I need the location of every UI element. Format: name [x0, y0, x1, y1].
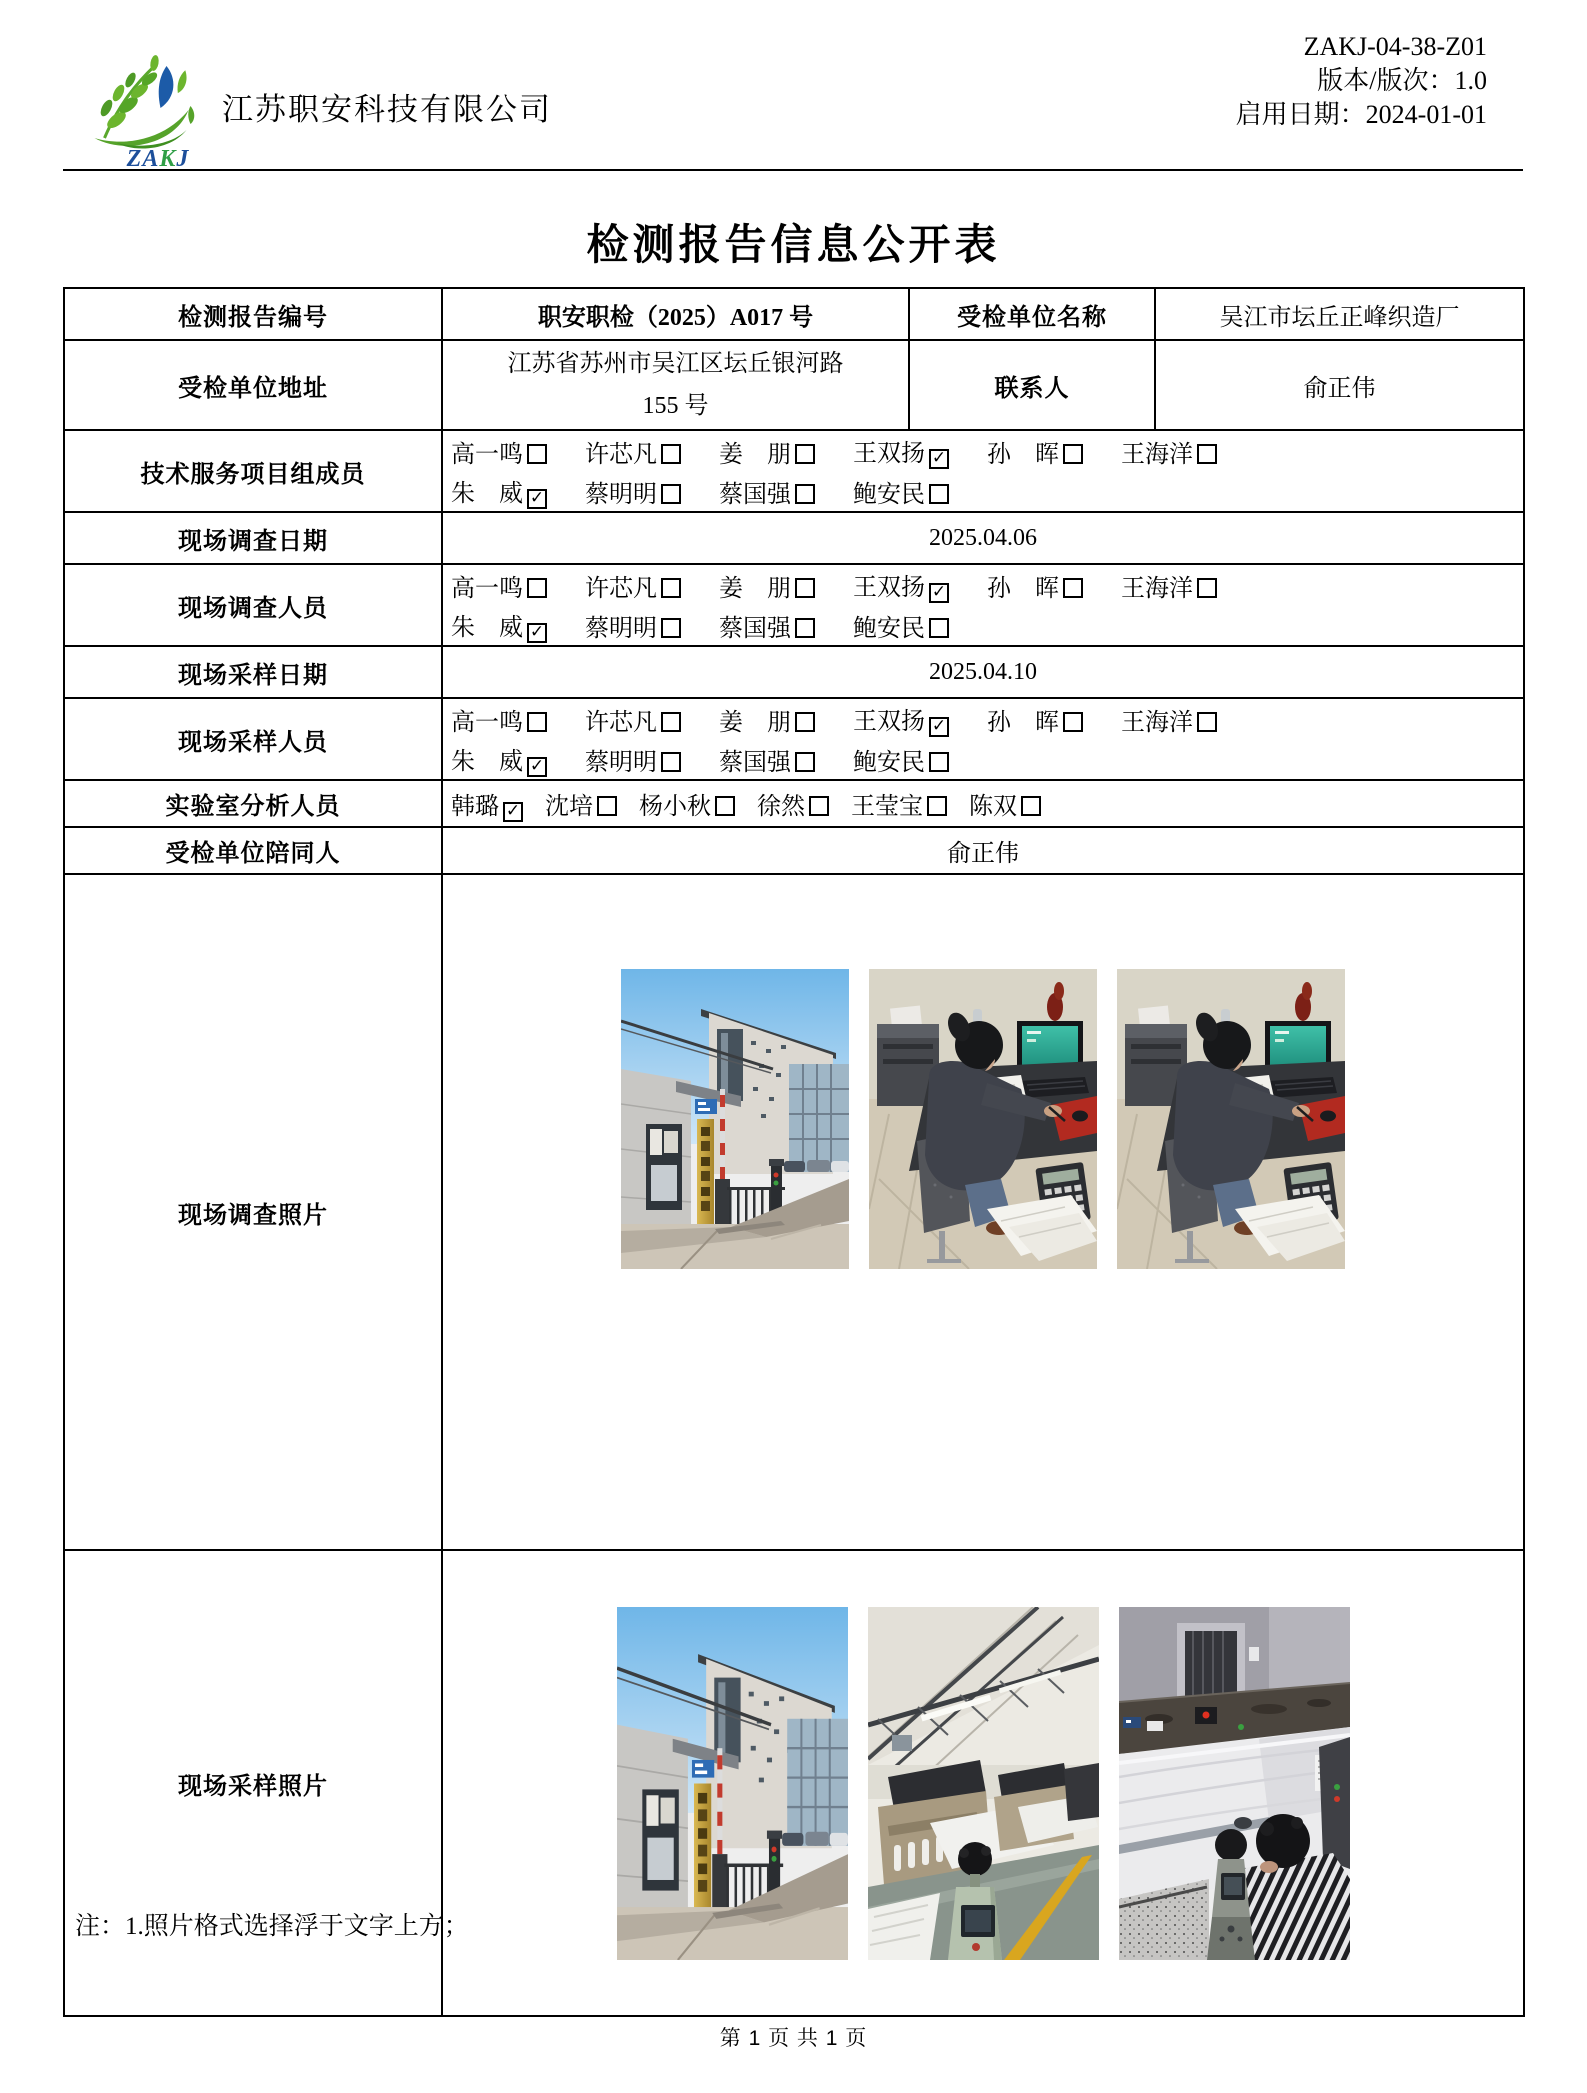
- label-sampling-staff: 现场采样人员: [64, 698, 442, 780]
- member-name: 王莹宝: [851, 794, 923, 820]
- table-row: [64, 646, 1524, 698]
- checkbox-unchecked-icon: [929, 752, 949, 772]
- label-survey-date: 现场调查日期: [64, 512, 442, 564]
- member-option: [1121, 434, 1217, 469]
- unit-address-value: [442, 340, 909, 430]
- checkbox-unchecked-icon: [795, 618, 815, 638]
- member-option: [719, 474, 815, 509]
- member-option: [853, 742, 949, 777]
- checkbox-unchecked-icon: [1021, 796, 1041, 816]
- member-name: 高一鸣: [451, 441, 523, 468]
- factory-gate-photo: [621, 969, 849, 1269]
- checkbox-unchecked-icon: [661, 712, 681, 732]
- checkbox-checked-icon: ✓: [929, 717, 949, 737]
- checkbox-unchecked-icon: [715, 796, 735, 816]
- label-team: 技术服务项目组成员: [64, 430, 442, 512]
- member-option: [853, 433, 949, 469]
- label-report-no: 检测报告编号: [64, 288, 442, 340]
- member-name: 姜 朋: [719, 709, 791, 736]
- member-name: 孙 晖: [987, 709, 1059, 736]
- member-option: [851, 786, 947, 821]
- sampling-date-value: 2025.04.10: [442, 646, 1524, 698]
- contact-value: 俞正伟: [1155, 340, 1524, 430]
- member-name: 高一鸣: [451, 709, 523, 736]
- label-survey-photos: 现场调查照片: [64, 874, 442, 1550]
- member-name: 王双扬: [853, 709, 925, 735]
- member-name: 王海洋: [1121, 709, 1193, 736]
- table-row: [64, 512, 1524, 564]
- member-option: [1121, 568, 1217, 603]
- member-name: 鲍安民: [853, 615, 925, 642]
- member-option: [853, 701, 949, 737]
- member-option: [853, 608, 949, 643]
- member-option: [639, 786, 735, 821]
- checkbox-unchecked-icon: [661, 618, 681, 638]
- checkbox-unchecked-icon: [1197, 444, 1217, 464]
- checkbox-unchecked-icon: [795, 712, 815, 732]
- report-no-value: 职安职检（2025）A017 号: [442, 288, 909, 340]
- member-name: 高一鸣: [451, 575, 523, 602]
- member-name: 蔡国强: [719, 749, 791, 776]
- member-option: [451, 568, 547, 603]
- table-row: [64, 340, 1524, 430]
- label-contact: 联系人: [909, 340, 1155, 430]
- page-number: 第 1 页 共 1 页: [719, 2027, 868, 2050]
- checkbox-unchecked-icon: [1063, 578, 1083, 598]
- member-option: [719, 702, 815, 737]
- checkbox-checked-icon: ✓: [527, 489, 547, 509]
- checkbox-unchecked-icon: [1197, 578, 1217, 598]
- member-option: [585, 474, 681, 509]
- label-unit-address: 受检单位地址: [64, 340, 442, 430]
- member-option: [545, 786, 617, 821]
- member-option: [585, 608, 681, 643]
- member-name: 鲍安民: [853, 749, 925, 776]
- header-divider: [63, 169, 1523, 171]
- checkbox-unchecked-icon: [527, 712, 547, 732]
- member-name: 许芯凡: [585, 441, 657, 468]
- leaf-logo-icon: [85, 50, 203, 150]
- member-name: 陈双: [969, 794, 1017, 820]
- checkbox-unchecked-icon: [795, 444, 815, 464]
- member-name: 朱 威: [451, 749, 523, 775]
- member-option: [451, 702, 547, 737]
- checkbox-unchecked-icon: [1063, 712, 1083, 732]
- noise-measurement-photo: [1119, 1607, 1350, 1960]
- document-start-date: 启用日期：2024-01-01: [1235, 100, 1487, 129]
- member-option: [1121, 702, 1217, 737]
- checkbox-unchecked-icon: [1197, 712, 1217, 732]
- member-name: 王海洋: [1121, 441, 1193, 468]
- checkbox-unchecked-icon: [795, 752, 815, 772]
- document-meta: [1236, 30, 1487, 132]
- member-name: 杨小秋: [639, 794, 711, 820]
- member-option: [451, 434, 547, 469]
- logo-acronym: ZAKJ: [126, 146, 190, 172]
- table-row: [64, 780, 1524, 827]
- member-option: [451, 473, 547, 509]
- member-option: [987, 568, 1083, 603]
- table-row: [64, 564, 1524, 646]
- label-unit-name: 受检单位名称: [909, 288, 1155, 340]
- member-name: 蔡国强: [719, 481, 791, 508]
- unit-name-value: 吴江市坛丘正峰织造厂: [1155, 288, 1524, 340]
- member-name: 蔡明明: [585, 749, 657, 776]
- label-sampling-photos: 现场采样照片: [64, 1550, 442, 2016]
- member-option: [987, 434, 1083, 469]
- member-name: 王双扬: [853, 575, 925, 601]
- checkbox-unchecked-icon: [927, 796, 947, 816]
- table-row: [64, 288, 1524, 340]
- company-name: 江苏职安科技有限公司: [222, 92, 552, 127]
- member-option: [585, 434, 681, 469]
- checkbox-checked-icon: ✓: [527, 757, 547, 777]
- checkbox-unchecked-icon: [527, 578, 547, 598]
- checkbox-checked-icon: ✓: [929, 449, 949, 469]
- office-desk-photo: [1117, 969, 1345, 1269]
- member-option: [585, 702, 681, 737]
- footnote: 注：1.照片格式选择浮于文字上方；: [75, 1913, 469, 1940]
- address-line-2: 155 号: [642, 393, 709, 419]
- weaving-workshop-photo: [868, 1607, 1099, 1960]
- member-option: [987, 702, 1083, 737]
- checkbox-unchecked-icon: [661, 444, 681, 464]
- info-table: [63, 287, 1525, 2017]
- member-name: 朱 威: [451, 615, 523, 641]
- checkbox-unchecked-icon: [661, 578, 681, 598]
- member-option: [451, 741, 547, 777]
- member-name: 蔡明明: [585, 615, 657, 642]
- checkbox-unchecked-icon: [527, 444, 547, 464]
- member-option: [853, 567, 949, 603]
- checkbox-checked-icon: ✓: [503, 802, 523, 822]
- checkbox-unchecked-icon: [929, 484, 949, 504]
- member-option: [719, 742, 815, 777]
- checkbox-unchecked-icon: [661, 752, 681, 772]
- team-members-cell: [442, 430, 1524, 512]
- member-name: 孙 晖: [987, 575, 1059, 602]
- checkbox-unchecked-icon: [597, 796, 617, 816]
- label-survey-staff: 现场调查人员: [64, 564, 442, 646]
- member-name: 王海洋: [1121, 575, 1193, 602]
- survey-photos-cell: [442, 874, 1524, 1550]
- office-desk-photo: [869, 969, 1097, 1269]
- member-name: 朱 威: [451, 481, 523, 507]
- member-name: 姜 朋: [719, 441, 791, 468]
- checkbox-unchecked-icon: [795, 578, 815, 598]
- document-code: ZAKJ-04-38-Z01: [1303, 32, 1487, 61]
- member-name: 王双扬: [853, 441, 925, 467]
- checkbox-unchecked-icon: [795, 484, 815, 504]
- label-escort: 受检单位陪同人: [64, 827, 442, 874]
- table-row: [64, 1550, 1524, 2016]
- member-option: [719, 568, 815, 603]
- checkbox-checked-icon: ✓: [929, 583, 949, 603]
- member-name: 鲍安民: [853, 481, 925, 508]
- company-logo-icon: [85, 50, 203, 150]
- member-option: [451, 607, 547, 643]
- member-name: 许芯凡: [585, 709, 657, 736]
- label-sampling-date: 现场采样日期: [64, 646, 442, 698]
- member-option: [757, 786, 829, 821]
- checkbox-unchecked-icon: [929, 618, 949, 638]
- address-line-1: 江苏省苏州市吴江区坛丘银河路: [507, 351, 844, 377]
- member-option: [719, 608, 815, 643]
- factory-gate-photo: [617, 1607, 848, 1960]
- member-name: 韩璐: [451, 793, 499, 820]
- table-row: [64, 698, 1524, 780]
- member-option: [585, 742, 681, 777]
- member-name: 姜 朋: [719, 575, 791, 602]
- checkbox-unchecked-icon: [1063, 444, 1083, 464]
- survey-staff-cell: [442, 564, 1524, 646]
- member-option: [719, 434, 815, 469]
- member-name: 徐然: [757, 794, 805, 820]
- member-name: 蔡国强: [719, 615, 791, 642]
- page-title: 检测报告信息公开表: [586, 221, 1001, 268]
- member-option: [969, 786, 1041, 821]
- label-lab-staff: 实验室分析人员: [64, 780, 442, 827]
- member-option: [853, 474, 949, 509]
- member-name: 蔡明明: [585, 481, 657, 508]
- member-option: [451, 786, 523, 822]
- lab-staff-cell: [442, 780, 1524, 827]
- sampling-photos-cell: [442, 1550, 1524, 2016]
- sampling-staff-cell: [442, 698, 1524, 780]
- table-row: [64, 874, 1524, 1550]
- checkbox-checked-icon: ✓: [527, 623, 547, 643]
- checkbox-unchecked-icon: [809, 796, 829, 816]
- member-name: 沈培: [545, 794, 593, 820]
- table-row: [64, 827, 1524, 874]
- member-name: 孙 晖: [987, 441, 1059, 468]
- member-name: 许芯凡: [585, 575, 657, 602]
- survey-date-value: 2025.04.06: [442, 512, 1524, 564]
- table-row: [64, 430, 1524, 512]
- document-version: 版本/版次：1.0: [1317, 66, 1487, 95]
- member-option: [585, 568, 681, 603]
- checkbox-unchecked-icon: [661, 484, 681, 504]
- escort-value: 俞正伟: [442, 827, 1524, 874]
